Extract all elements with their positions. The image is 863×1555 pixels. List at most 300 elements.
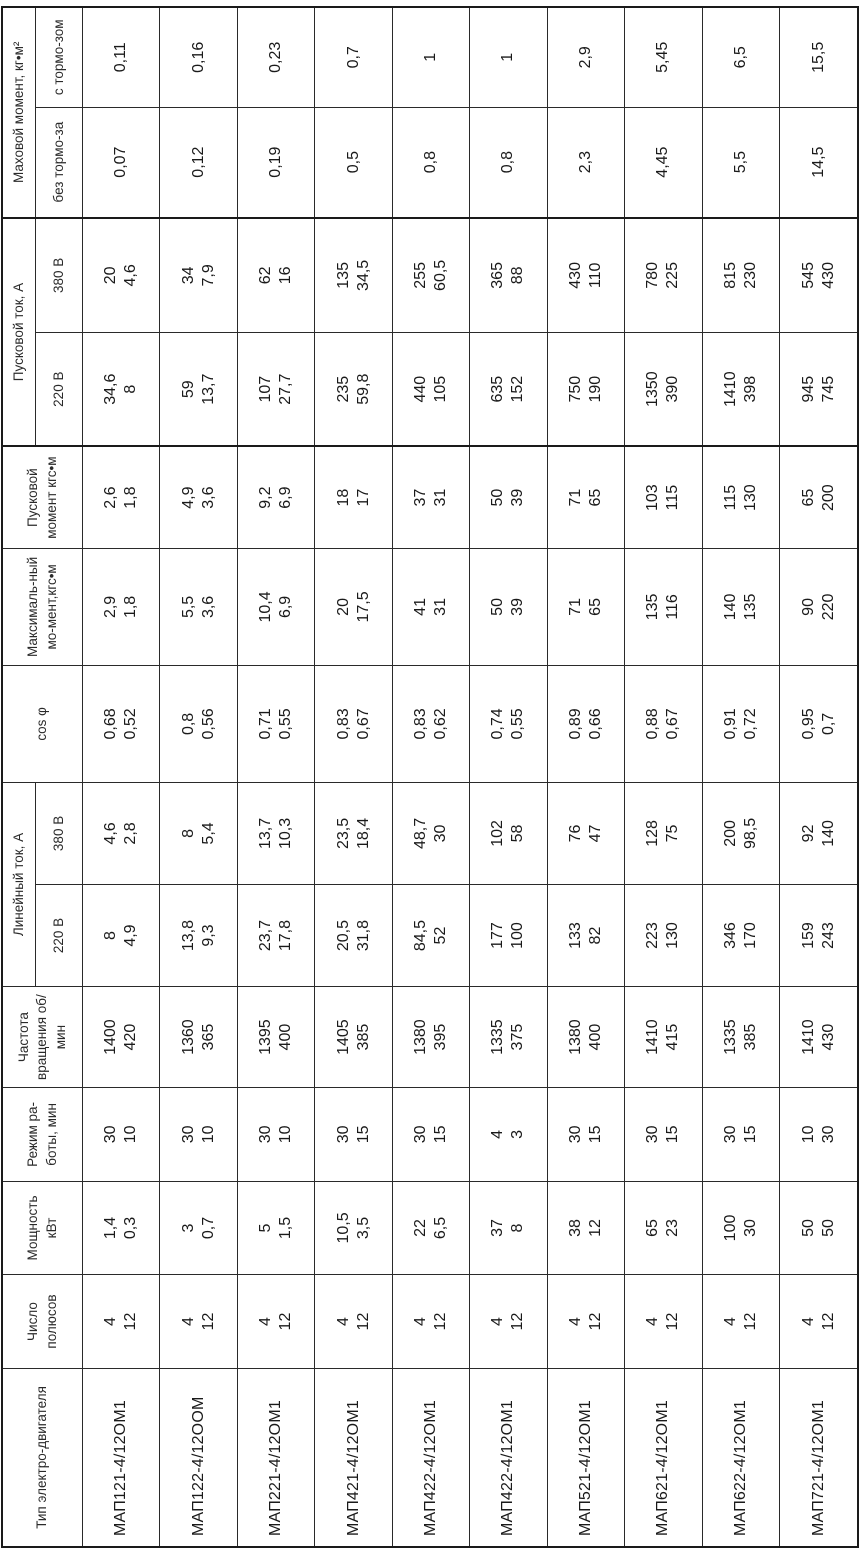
speed-value-4-pole: 1410 [799,1019,817,1055]
linear-current-380-value-12-pole: 75 [664,824,682,843]
motor-type: МАП721-4/12ОМ1 [780,1368,858,1547]
max-moment-value-4-pole: 71 [566,598,584,616]
linear-current-220-value-4-pole: 8 [102,931,120,940]
start-moment-value-4-pole: 50 [489,488,507,507]
cell-mode [83,1088,160,1182]
max-moment-value-12-pole: 116 [664,594,682,620]
cell-start-current-220 [392,333,469,447]
cell-linear-current-380 [547,782,624,884]
poles-value-12-pole: 12 [819,1312,837,1331]
cell-mode [547,1088,624,1182]
cell-power [315,1181,392,1275]
start-current-380-value-4-pole: 430 [566,262,584,289]
linear-current-380-value-4-pole: 76 [566,824,584,843]
poles-value-4-pole: 4 [566,1317,584,1327]
cell-start-moment [315,446,392,548]
cell-start-moment [702,446,779,548]
max-moment-value-4-pole: 135 [644,593,662,621]
mode-value-4-pole: 30 [721,1125,739,1144]
mode-value-12-pole: 10 [277,1125,295,1144]
cell-speed [160,987,237,1088]
cos-value-12-pole: 0,55 [277,708,295,740]
cell-flywheel-with-brake: 1 [470,7,547,107]
linear-current-220-value-4-pole: 159 [799,922,817,949]
cell-linear-current-380 [83,782,160,884]
motor-type: МАП221-4/12ОМ1 [237,1368,314,1547]
speed-value-12-pole: 365 [199,1023,217,1051]
speed-value-4-pole: 1380 [566,1019,584,1055]
linear-current-380-value-4-pole: 8 [179,828,197,838]
mode-value-12-pole: 3 [509,1129,527,1139]
header-power: Мощность кВт [2,1181,83,1275]
linear-current-380-value-4-pole: 4,6 [102,822,120,845]
cell-start-current-220 [237,333,314,447]
table-row [470,7,547,1547]
power-value-12-pole: 1,5 [277,1216,295,1240]
linear-current-220-value-12-pole: 82 [586,926,604,945]
power-value-4-pole: 37 [489,1219,507,1237]
header-start-moment: Пусковой момент кгс•м [2,446,83,548]
table-row [547,7,624,1547]
table-row [315,7,392,1547]
cell-poles [702,1275,779,1369]
table-row [83,7,160,1547]
cell-poles [392,1275,469,1369]
cell-power [470,1181,547,1275]
cos-value-4-pole: 0,74 [489,708,507,740]
start-current-220-value-12-pole: 152 [509,375,527,403]
power-value-12-pole: 3,5 [354,1216,372,1240]
cell-start-current-380 [780,218,858,333]
cell-poles [160,1275,237,1369]
linear-current-220-value-4-pole: 13,8 [179,919,197,952]
speed-value-12-pole: 415 [664,1023,682,1051]
mode-value-4-pole: 30 [566,1125,584,1144]
start-current-380-value-12-pole: 430 [819,262,837,289]
cell-max-moment [625,548,702,665]
start-current-220-value-12-pole: 745 [819,375,837,403]
poles-value-12-pole: 12 [432,1312,450,1331]
cell-flywheel-no-brake: 0,5 [315,107,392,218]
power-value-4-pole: 50 [799,1219,817,1237]
cell-poles [237,1275,314,1369]
cell-linear-current-220 [315,884,392,986]
cell-start-moment [83,446,160,548]
poles-value-12-pole: 12 [277,1312,295,1331]
linear-current-220-value-4-pole: 177 [489,922,507,949]
cell-max-moment [547,548,624,665]
linear-current-380-value-4-pole: 13,7 [257,817,275,850]
cell-start-moment [625,446,702,548]
start-current-220-value-4-pole: 34,6 [102,373,120,405]
start-moment-value-12-pole: 31 [432,488,450,507]
speed-value-12-pole: 395 [432,1023,450,1051]
linear-current-380-value-12-pole: 5,4 [199,822,217,845]
cell-flywheel-with-brake: 0,16 [160,7,237,107]
start-current-220-value-12-pole: 105 [432,375,450,403]
mode-value-12-pole: 15 [586,1125,604,1144]
start-current-220-value-12-pole: 190 [586,375,604,403]
speed-value-4-pole: 1400 [102,1019,120,1055]
motor-type: МАП622-4/12ОМ1 [702,1368,779,1547]
cell-mode [315,1088,392,1182]
cell-start-current-380 [392,218,469,333]
cell-start-current-220 [702,333,779,447]
mode-value-4-pole: 30 [644,1125,662,1144]
cell-mode [160,1088,237,1182]
poles-value-12-pole: 12 [354,1312,372,1331]
cell-speed [702,987,779,1088]
start-current-220-value-4-pole: 107 [257,375,275,403]
cell-linear-current-380 [237,782,314,884]
cell-cos [702,665,779,782]
header-poles: Число полюсов [2,1275,83,1369]
power-value-4-pole: 38 [566,1219,584,1237]
cell-start-moment [470,446,547,548]
cos-value-12-pole: 0,55 [509,708,527,740]
cell-flywheel-no-brake: 0,07 [83,107,160,218]
cell-mode [392,1088,469,1182]
linear-current-220-value-4-pole: 223 [644,922,662,949]
cell-linear-current-380 [392,782,469,884]
poles-value-12-pole: 12 [509,1312,527,1331]
poles-value-4-pole: 4 [721,1317,739,1327]
start-moment-value-4-pole: 9,2 [257,486,275,509]
linear-current-220-value-4-pole: 20,5 [334,919,352,952]
table-row [780,7,858,1547]
linear-current-380-value-12-pole: 30 [432,824,450,843]
header-start-current: Пусковой ток, А [2,218,36,447]
cos-value-12-pole: 0,67 [664,708,682,740]
header-linear-380: 380 В [36,782,83,884]
cell-flywheel-no-brake: 0,8 [470,107,547,218]
cell-power [392,1181,469,1275]
cell-cos [315,665,392,782]
max-moment-value-4-pole: 2,9 [102,595,120,619]
cell-start-current-380 [160,218,237,333]
cos-value-12-pole: 0,56 [199,708,217,740]
motor-spec-table [1,6,859,1548]
start-moment-value-12-pole: 200 [819,484,837,511]
linear-current-380-value-12-pole: 10,3 [277,817,295,850]
start-moment-value-4-pole: 71 [566,488,584,507]
start-current-380-value-4-pole: 780 [644,262,662,289]
motor-type: МАП422-4/12ОМ1 [470,1368,547,1547]
start-current-220-value-4-pole: 750 [566,375,584,403]
cell-linear-current-220 [470,884,547,986]
cell-start-current-220 [625,333,702,447]
speed-value-12-pole: 375 [509,1023,527,1051]
linear-current-220-value-12-pole: 100 [509,922,527,949]
mode-value-4-pole: 30 [102,1125,120,1144]
start-current-380-value-12-pole: 7,9 [199,264,217,287]
cell-linear-current-220 [160,884,237,986]
cell-cos [780,665,858,782]
power-value-12-pole: 23 [664,1219,682,1237]
header-mode: Режим ра-боты, мин [2,1088,83,1182]
linear-current-220-value-12-pole: 130 [664,922,682,949]
header-cos: cos φ [2,665,83,782]
cell-start-moment [392,446,469,548]
poles-value-4-pole: 4 [102,1317,120,1327]
start-current-380-value-4-pole: 545 [799,262,817,289]
cell-start-current-220 [160,333,237,447]
linear-current-220-value-4-pole: 23,7 [257,919,275,952]
cos-value-4-pole: 0,88 [644,708,662,740]
linear-current-220-value-4-pole: 346 [721,922,739,949]
poles-value-12-pole: 12 [122,1312,140,1331]
mode-value-4-pole: 30 [334,1125,352,1144]
linear-current-380-value-4-pole: 23,5 [334,817,352,850]
mode-value-12-pole: 15 [664,1125,682,1144]
linear-current-220-value-4-pole: 84,5 [412,919,430,952]
cell-speed [392,987,469,1088]
mode-value-4-pole: 30 [257,1125,275,1144]
cell-speed [83,987,160,1088]
cell-mode [625,1088,702,1182]
poles-value-12-pole: 12 [664,1312,682,1331]
linear-current-220-value-12-pole: 31,8 [354,919,372,952]
linear-current-380-value-4-pole: 200 [721,820,739,847]
cell-start-current-220 [83,333,160,447]
cell-flywheel-no-brake: 0,8 [392,107,469,218]
start-moment-value-4-pole: 103 [644,484,662,511]
motor-type: МАП422-4/12ОМ1 [392,1368,469,1547]
header-linear-current: Линейный ток, А [2,782,36,986]
speed-value-4-pole: 1405 [334,1019,352,1055]
start-current-220-value-12-pole: 8 [122,384,140,394]
max-moment-value-12-pole: 65 [586,598,604,616]
header-start-220: 220 В [36,333,83,447]
start-moment-value-4-pole: 115 [721,484,739,511]
cell-flywheel-no-brake: 5,5 [702,107,779,218]
cell-start-current-220 [315,333,392,447]
cell-poles [83,1275,160,1369]
cell-power [160,1181,237,1275]
cell-flywheel-no-brake: 0,19 [237,107,314,218]
power-value-4-pole: 65 [644,1219,662,1237]
mode-value-4-pole: 10 [799,1125,817,1144]
cell-cos [392,665,469,782]
start-current-220-value-12-pole: 59,8 [354,373,372,405]
start-moment-value-4-pole: 2,6 [102,486,120,509]
speed-value-4-pole: 1360 [179,1019,197,1055]
poles-value-12-pole: 12 [741,1312,759,1331]
cell-flywheel-with-brake: 5,45 [625,7,702,107]
poles-value-12-pole: 12 [586,1312,604,1331]
power-value-12-pole: 0,3 [122,1216,140,1240]
start-moment-value-12-pole: 39 [509,488,527,507]
start-current-220-value-4-pole: 59 [179,380,197,399]
start-current-380-value-4-pole: 365 [489,262,507,289]
power-value-12-pole: 50 [819,1219,837,1237]
cell-mode [702,1088,779,1182]
linear-current-380-value-4-pole: 48,7 [412,817,430,850]
linear-current-380-value-4-pole: 128 [644,820,662,847]
cell-flywheel-with-brake: 6,5 [702,7,779,107]
start-current-380-value-12-pole: 34,5 [354,259,372,291]
poles-value-4-pole: 4 [179,1317,197,1327]
linear-current-380-value-12-pole: 2,8 [122,822,140,845]
cos-value-4-pole: 0,71 [257,708,275,740]
cell-cos [237,665,314,782]
cell-start-moment [160,446,237,548]
cell-max-moment [315,548,392,665]
start-current-380-value-12-pole: 60,5 [432,259,450,291]
cell-flywheel-with-brake: 2,9 [547,7,624,107]
start-current-380-value-4-pole: 815 [721,262,739,289]
cos-value-4-pole: 0,89 [566,708,584,740]
max-moment-value-4-pole: 50 [489,598,507,616]
linear-current-380-value-12-pole: 98,5 [741,817,759,850]
max-moment-value-12-pole: 1,8 [122,595,140,619]
speed-value-12-pole: 430 [819,1023,837,1051]
start-current-380-value-12-pole: 88 [509,266,527,285]
linear-current-380-value-12-pole: 18,4 [354,817,372,850]
table-row [237,7,314,1547]
cell-max-moment [702,548,779,665]
speed-value-12-pole: 400 [586,1023,604,1051]
cell-flywheel-no-brake: 14,5 [780,107,858,218]
header-linear-220: 220 В [36,884,83,986]
linear-current-220-value-12-pole: 243 [819,922,837,949]
max-moment-value-4-pole: 10,4 [257,591,275,623]
start-current-220-value-4-pole: 945 [799,375,817,403]
cell-start-current-380 [237,218,314,333]
cell-start-current-220 [780,333,858,447]
cell-linear-current-380 [160,782,237,884]
cell-flywheel-no-brake: 2,3 [547,107,624,218]
start-moment-value-12-pole: 1,8 [122,486,140,509]
cell-max-moment [780,548,858,665]
cos-value-4-pole: 0,8 [179,712,197,736]
cell-poles [547,1275,624,1369]
cell-flywheel-with-brake: 0,23 [237,7,314,107]
poles-value-4-pole: 4 [644,1317,662,1327]
cell-cos [83,665,160,782]
cell-mode [237,1088,314,1182]
max-moment-value-4-pole: 20 [334,598,352,616]
max-moment-value-12-pole: 3,6 [199,595,217,619]
start-current-220-value-12-pole: 13,7 [199,373,217,405]
speed-value-4-pole: 1335 [489,1019,507,1055]
linear-current-380-value-12-pole: 140 [819,820,837,847]
cell-poles [315,1275,392,1369]
motor-type: МАП621-4/12ОМ1 [625,1368,702,1547]
motor-type: МАП421-4/12ОМ1 [315,1368,392,1547]
header-flywheel-no-brake: без тормо-за [36,107,83,218]
linear-current-380-value-4-pole: 102 [489,820,507,847]
power-value-4-pole: 1,4 [102,1216,120,1240]
cell-start-current-220 [547,333,624,447]
cell-cos [625,665,702,782]
cell-flywheel-with-brake: 0,7 [315,7,392,107]
cos-value-12-pole: 0,52 [122,708,140,740]
cos-value-12-pole: 0,62 [432,708,450,740]
cell-power [780,1181,858,1275]
header-start-380: 380 В [36,218,83,333]
mode-value-12-pole: 10 [199,1125,217,1144]
start-current-220-value-12-pole: 390 [664,375,682,403]
start-current-380-value-4-pole: 62 [257,266,275,285]
speed-value-12-pole: 400 [277,1023,295,1051]
cell-power [237,1181,314,1275]
cell-max-moment [392,548,469,665]
max-moment-value-4-pole: 140 [721,593,739,621]
linear-current-220-value-4-pole: 133 [566,922,584,949]
poles-value-4-pole: 4 [334,1317,352,1327]
linear-current-220-value-12-pole: 170 [741,922,759,949]
power-value-4-pole: 22 [412,1219,430,1237]
linear-current-220-value-12-pole: 9,3 [199,924,217,947]
header-max-moment: Максималь-ный мо-мент,кгс•м [2,548,83,665]
cell-start-current-380 [315,218,392,333]
cell-speed [547,987,624,1088]
start-current-220-value-12-pole: 398 [741,375,759,403]
table-row [702,7,779,1547]
linear-current-220-value-12-pole: 17,8 [277,919,295,952]
mode-value-4-pole: 4 [489,1129,507,1139]
max-moment-value-12-pole: 6,9 [277,595,295,619]
cell-mode [780,1088,858,1182]
start-current-380-value-4-pole: 255 [412,262,430,289]
power-value-4-pole: 100 [721,1214,739,1242]
max-moment-value-4-pole: 41 [412,598,430,616]
speed-value-12-pole: 420 [122,1023,140,1051]
cell-max-moment [237,548,314,665]
start-current-380-value-4-pole: 135 [334,262,352,289]
cell-cos [470,665,547,782]
cell-linear-current-380 [315,782,392,884]
start-current-220-value-12-pole: 27,7 [277,373,295,405]
cell-flywheel-no-brake: 0,12 [160,107,237,218]
max-moment-value-12-pole: 31 [432,598,450,616]
motor-type: МАП521-4/12ОМ1 [547,1368,624,1547]
power-value-12-pole: 30 [741,1219,759,1237]
power-value-12-pole: 8 [509,1223,527,1233]
mode-value-12-pole: 15 [741,1125,759,1144]
start-current-220-value-4-pole: 1410 [721,371,739,407]
max-moment-value-12-pole: 17,5 [354,591,372,623]
mode-value-12-pole: 15 [432,1125,450,1144]
start-current-380-value-12-pole: 230 [741,262,759,289]
cell-linear-current-220 [625,884,702,986]
cell-power [625,1181,702,1275]
mode-value-12-pole: 15 [354,1125,372,1144]
start-moment-value-12-pole: 3,6 [199,486,217,509]
cell-speed [237,987,314,1088]
cell-start-current-380 [625,218,702,333]
cell-poles [625,1275,702,1369]
speed-value-12-pole: 385 [741,1023,759,1051]
cell-poles [780,1275,858,1369]
cos-value-4-pole: 0,95 [799,708,817,740]
cell-linear-current-220 [237,884,314,986]
start-current-220-value-4-pole: 440 [412,375,430,403]
cell-flywheel-no-brake: 4,45 [625,107,702,218]
power-value-12-pole: 6,5 [432,1216,450,1240]
table-row [160,7,237,1547]
cell-mode [470,1088,547,1182]
table-row [392,7,469,1547]
speed-value-4-pole: 1335 [721,1019,739,1055]
cell-power [702,1181,779,1275]
speed-value-4-pole: 1395 [257,1019,275,1055]
cell-linear-current-380 [780,782,858,884]
power-value-4-pole: 10,5 [334,1212,352,1244]
cos-value-4-pole: 0,91 [721,708,739,740]
poles-value-4-pole: 4 [257,1317,275,1327]
